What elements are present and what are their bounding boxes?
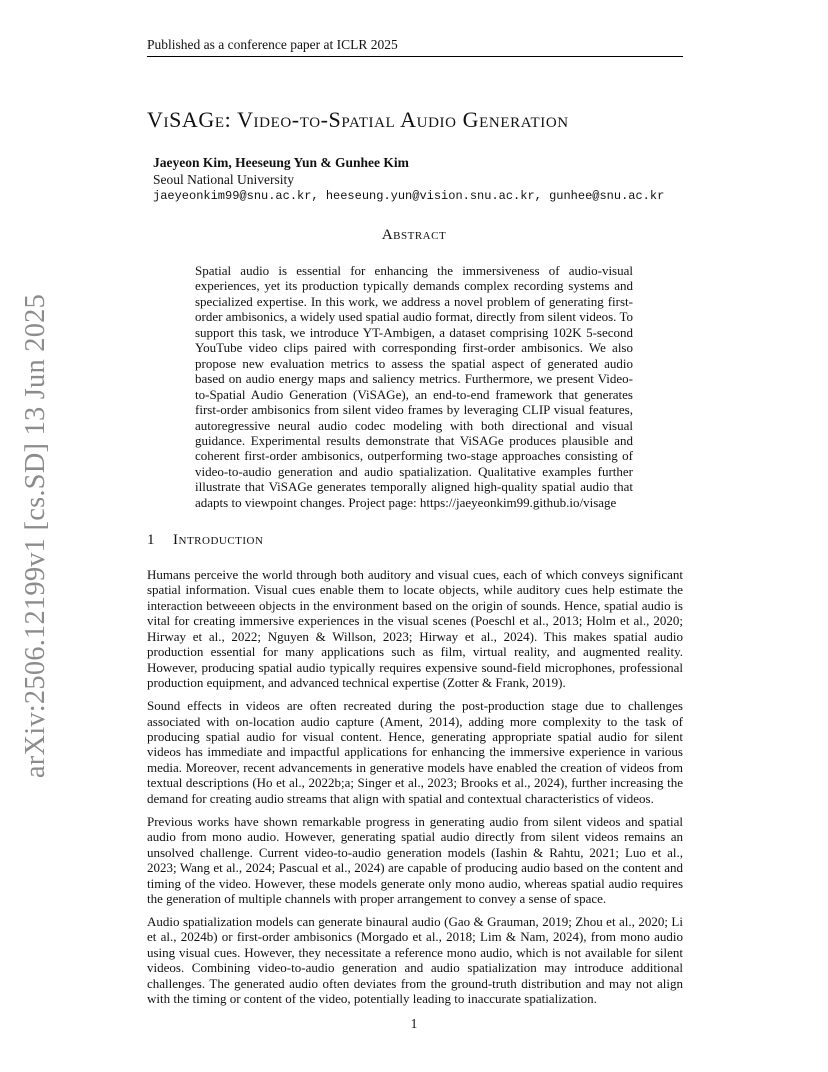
section-heading [147, 530, 647, 550]
paper-title: ViSAGe: Video-to-Spatial Audio Generation [147, 107, 569, 132]
section-title: Introduction [173, 532, 264, 548]
body-paragraph: Humans perceive the world through both auditory and visual cues, each of which conveys significant spatial information. Visual cues enable them to locate objects, while auditory cues help estimate the interaction betweeen objects in the environment based on the origin of sounds. Hence, spatial audio is vital for creating immersive experiences in the visual scenes (Poeschl et al., 2013; Holm et al., 2020; Hirway et al., 2022; Nguyen & Willson, 2023; Hirway et al., 2024). This makes spatial audio production essential for many applications such as film, virtual reality, and augmented reality. However, producing spatial audio typically requires expensive sound-field microphones, professional production equipment, and advanced technical expertise (Zotter & Frank, 2019). [147, 567, 683, 691]
abstract-text: Spatial audio is essential for enhancing the immersiveness of audio-visual experiences, yet its production typically demands complex recording systems and specialized expertise. In this work, we address a novel problem of generating first-order ambisonics, a widely used spatial audio format, directly from silent videos. To support this task, we introduce YT-Ambigen, a dataset comprising 102K 5-second YouTube video clips paired with corresponding first-order ambisonics. We also propose new evaluation metrics to assess the spatial aspect of generated audio based on audio energy maps and saliency metrics. Furthermore, we present Video-to-Spatial Audio Generation (ViSAGe), an end-to-end framework that generates first-order ambisonics from silent video frames by leveraging CLIP visual features, autoregressive neural audio codec modeling with both directional and visual guidance. Experimental results demonstrate that ViSAGe produces plausible and coherent first-order ambisonics, outperforming two-stage approaches consisting of video-to-audio generation and audio spatialization. Qualitative examples further illustrate that ViSAGe generates temporally aligned high-quality spatial audio that adapts to viewpoint changes. Project page: https://jaeyeonkim99.github.io/visage [195, 263, 633, 510]
abstract-heading: Abstract [381, 227, 447, 243]
arxiv-side-stamp [10, 293, 62, 779]
body-paragraph: Sound effects in videos are often recreated during the post-production stage due to challenges associated with on-location audio capture (Ament, 2014), adding more complexity to the task of producing spatial audio for visual content. Hence, generating appropriate spatial audio for silent videos has immediate and impactful applications for enhancing the immersive experience in various media. Moreover, recent advancements in generative models have enabled the creation of videos from textual descriptions (Ho et al., 2022b;a; Singer et al., 2023; Brooks et al., 2024), further increasing the demand for creating audio streams that align with spatial and contextual characteristics of videos. [147, 698, 683, 806]
page-number: 1 [410, 1016, 418, 1031]
author-affiliation: Seoul National University [153, 171, 294, 187]
body-paragraph: Previous works have shown remarkable progress in generating audio from silent videos and spatial audio from mono audio. However, generating spatial audio directly from silent videos remains an unsolved challenge. Current video-to-audio generation models (Iashin & Rahtu, 2021; Luo et al., 2023; Wang et al., 2024; Pascual et al., 2024) are capable of producing audio based on the content and timing of the video. However, these models generate only mono audio, whereas spatial audio requires the generation of multiple channels with proper arrangement to convey a sense of space. [147, 813, 683, 907]
body-paragraph: Audio spatialization models can generate binaural audio (Gao & Grauman, 2019; Zhou et al., 2020; Li et al., 2024b) or first-order ambisonics (Morgado et al., 2018; Lim & Nam, 2024), from mono audio using visual cues. However, they necessitate a reference mono audio, which is not available for silent videos. Combining video-to-audio generation and audio spatialization may introduce additional challenges. The generated audio often deviates from the ground-truth distribution and may not align with the timing or content of the video, potentially leading to inaccurate spatialization. [147, 914, 683, 1007]
running-header: Published as a conference paper at ICLR 2025 [147, 36, 683, 57]
author-names: Jaeyeon Kim, Heeseung Yun & Gunhee Kim [153, 155, 409, 170]
section-body [147, 567, 683, 1014]
author-block [153, 155, 713, 205]
arxiv-identifier: arXiv:2506.12199v1 [cs.SD] 13 Jun 2025 [20, 293, 51, 779]
author-emails: jaeyeonkim99@snu.ac.kr, heeseung.yun@vision.snu.ac.kr, gunhee@snu.ac.kr [153, 189, 665, 203]
section-number: 1 [147, 532, 155, 548]
